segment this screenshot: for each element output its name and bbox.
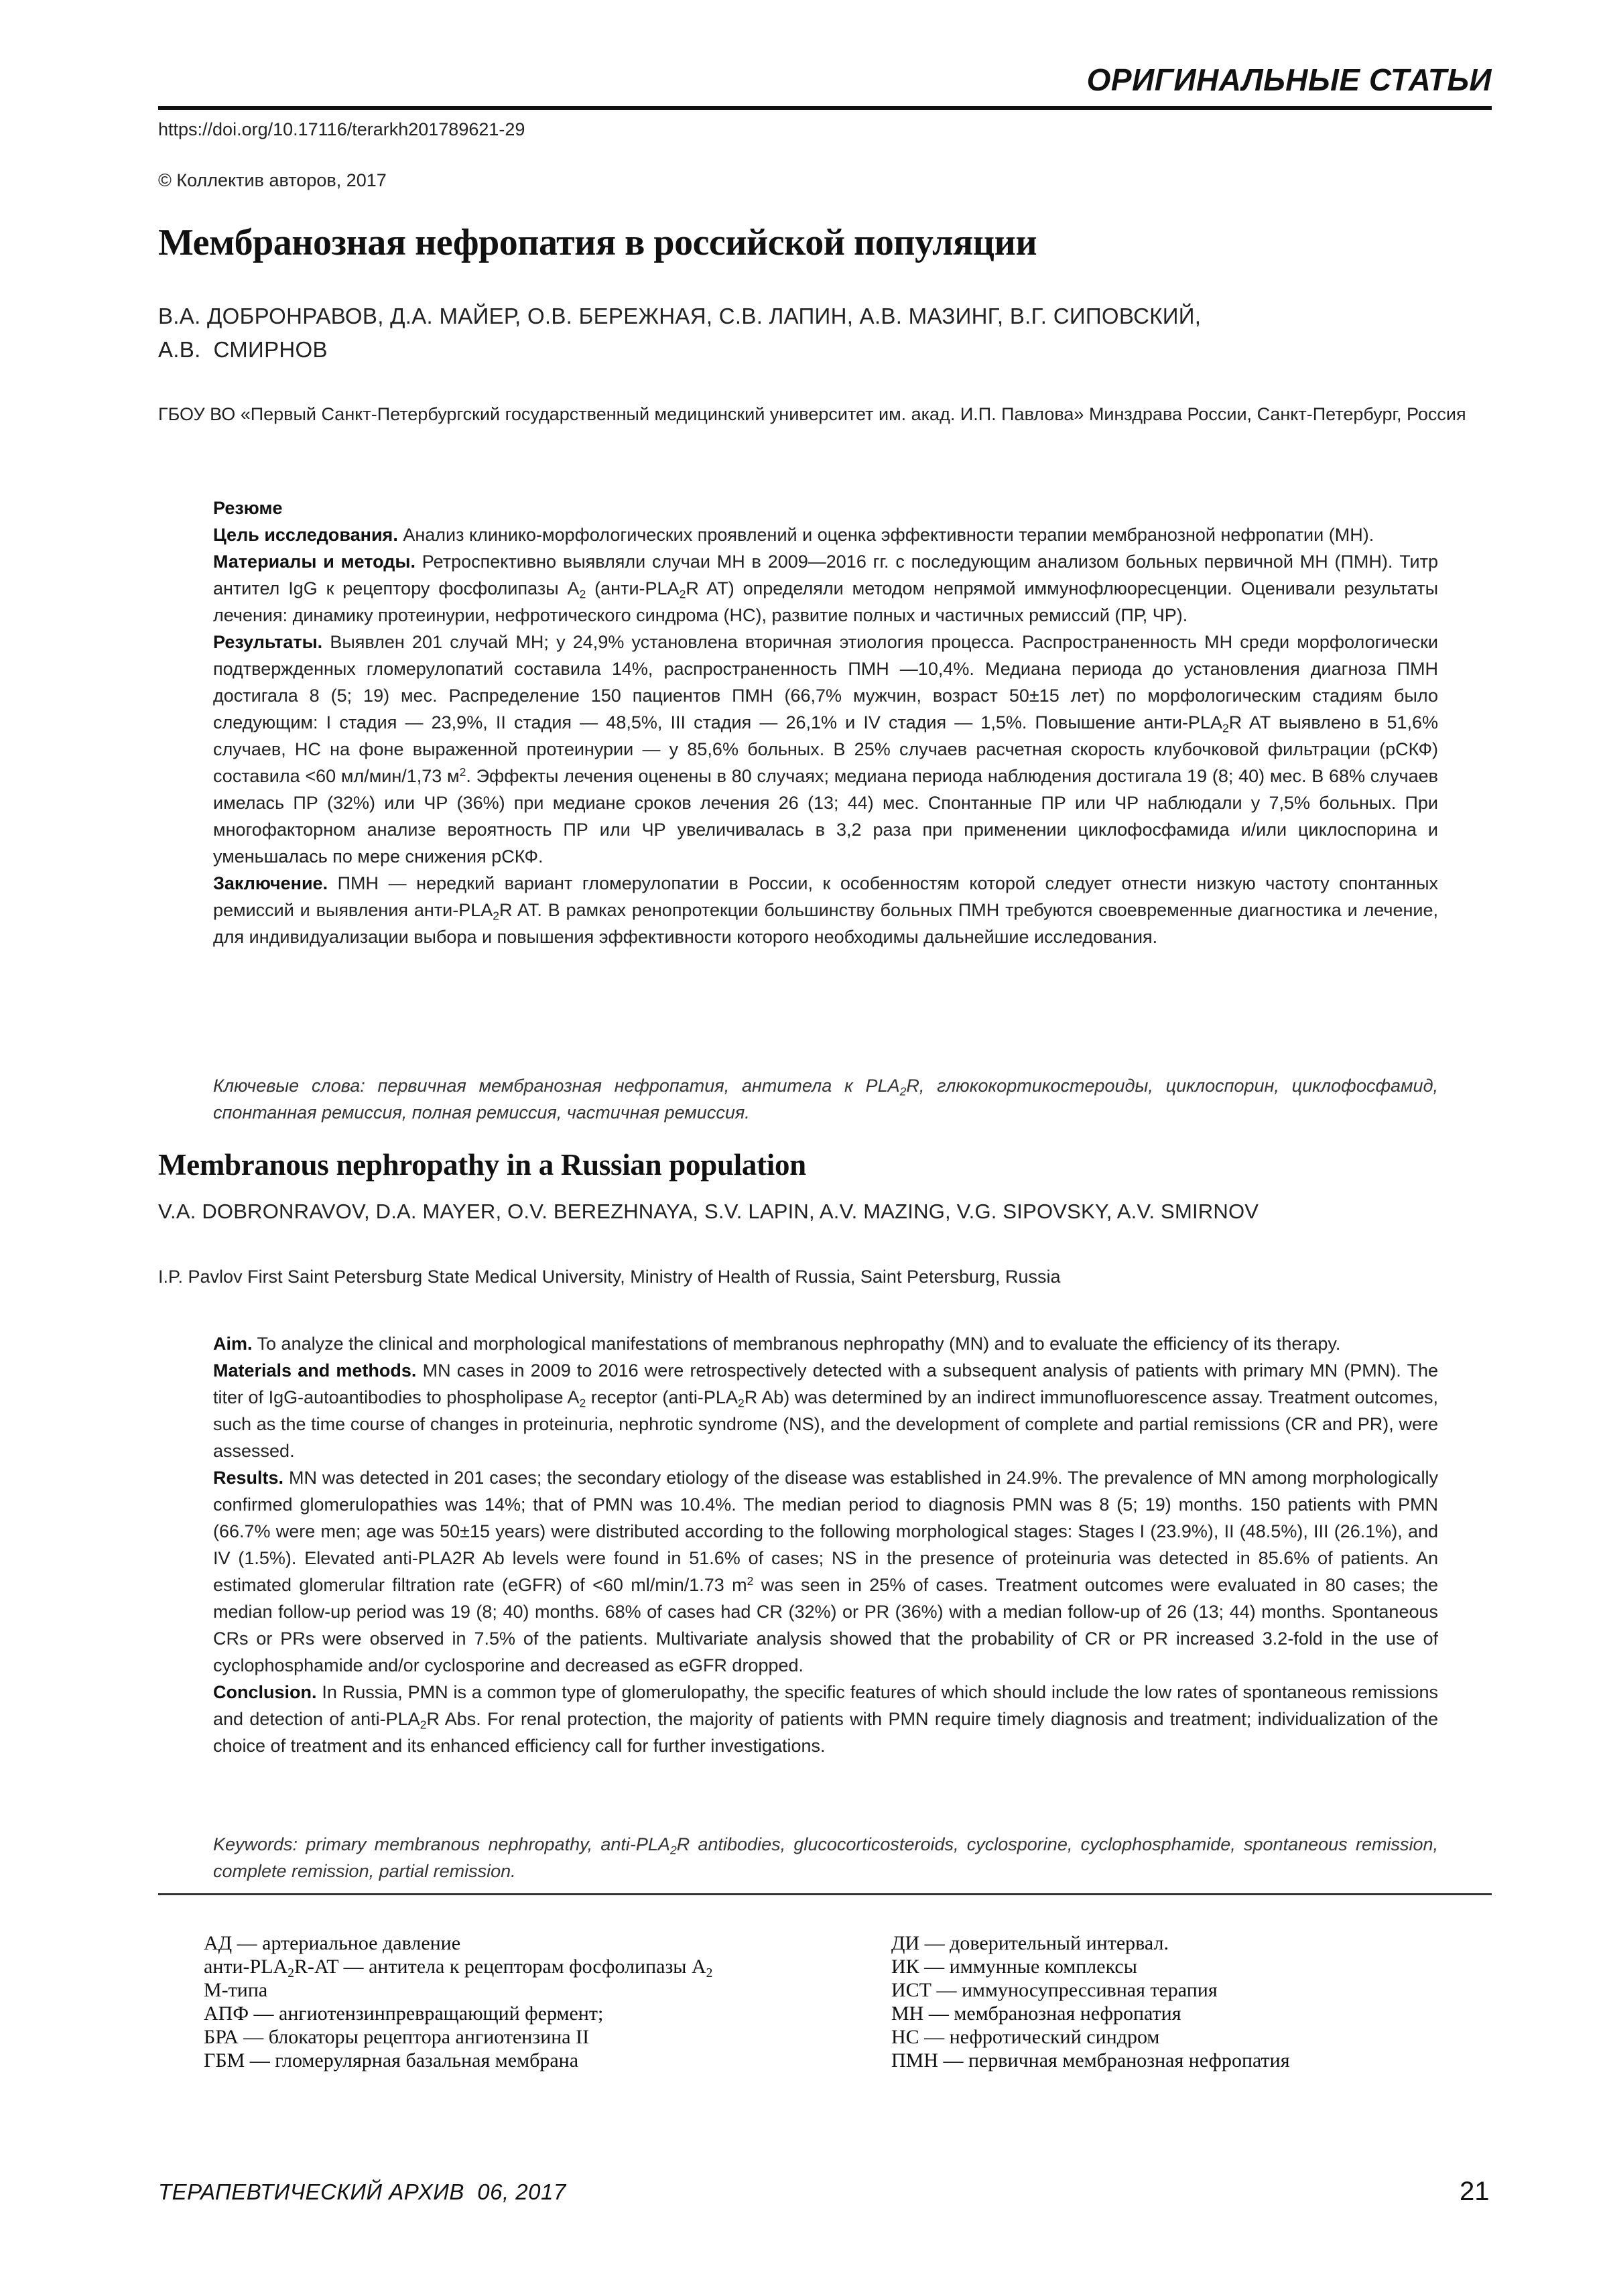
abbreviation-item: ДИ — доверительный интервал.	[891, 1932, 1169, 1954]
copyright: © Коллектив авторов, 2017	[158, 170, 387, 190]
affiliation-en: I.P. Pavlov First Saint Petersburg State Medical University, Ministry of Health of Russia, Saint Petersburg, Russia	[158, 1267, 1061, 1287]
article-title-en: Membranous nephropathy in a Russian population	[158, 1148, 806, 1182]
header-rule	[158, 106, 1492, 110]
abstract-ru-heading: Резюме	[213, 498, 283, 518]
abbreviation-item: НС — нефротический синдром	[891, 2026, 1160, 2048]
authors-ru-line2: А.В. СМИРНОВ	[158, 337, 328, 362]
abstract-en-results: Results. MN was detected in 201 cases; the secondary etiology of the disease was established in 24.9%. The prevalence of MN among morphologically confirmed glomerulopathies was 14%; that of PMN was 10.4%. The median period to diagnosis PMN was 8 (5; 19) months. 150 patients with PMN (66.7% were men; age was 50±15 years) were distributed according to the following morphological stages: Stages I (23.9%), II (48.5%), III (26.1%), and IV (1.5%). Elevated anti-PLA2R Ab levels were found in 51.6% of cases; NS in the presence of proteinuria was detected in 85.6% of patients. An estimated glomerular filtration rate (eGFR) of <60 ml/min/1.73 $m^2$ was seen in 25% of cases. Treatment outcomes were evaluated in 80 cases; the median follow-up period was 19 (8; 40) months. 68% of cases had CR (32%) or PR (36%) with a median follow-up of 26 (13; 44) months. Spontaneous CRs or PRs were observed in 7.5% of the patients. Multivariate analysis showed that the probability of CR or PR increased 3.2-fold in the use of cyclophosphamide and/or cyclosporine and decreased as eGFR dropped.	[213, 1468, 1438, 1675]
abbreviation-item: анти-$PLA_2R-AT$ — антитела к рецепторам фосфолипазы $A_2$	[204, 1956, 713, 1980]
doi-link[interactable]: https://doi.org/10.17116/terarkh201789621-29	[158, 119, 525, 139]
abstract-ru-conclusion: Заключение. ПМН — нередкий вариант гломерулопатии в России, к особенностям которой следует отнести низкую частоту спонтанных ремиссий и выявления анти-$PLA_2R$ AT. В рамках ренопротекции большинству больных ПМН требуются своевременные диагностика и лечение, для индивидуализации выбора и повышения эффективности которого необходимы дальнейшие исследования.	[213, 873, 1438, 947]
abbreviation-item: ИСТ — иммуносупрессивная терапия	[891, 1979, 1218, 2001]
abbreviation-item: ИК — иммунные комплексы	[891, 1956, 1137, 1978]
keywords-ru: Ключевые слова: первичная мембранозная нефропатия, антитела к $PLA_2R$, глюкокортикостероиды, циклоспорин, циклофосфамид, спонтанная ремиссия, полная ремиссия, частичная ремиссия.	[213, 1076, 1439, 1123]
abstract-ru-aim: Цель исследования. Анализ клинико-морфологических проявлений и оценка эффективности терапии мембранозной нефропатии (МН).	[213, 525, 1374, 545]
abbreviation-item: БРА — блокаторы рецептора ангиотензина II	[204, 2026, 590, 2048]
abbreviation-item: ПМН — первичная мембранозная нефропатия	[891, 2049, 1290, 2071]
abbreviation-item: ГБМ — гломерулярная базальная мембрана	[204, 2049, 579, 2071]
abstract-ru-results: Результаты. Выявлен 201 случай МН; у 24,9% установлена вторичная этиология процесса. Распространенность МН среди морфологически подтвержденных гломерулопатий составила 14%, распространенность ПМН —10,4%. Медиана периода до установления диагноза ПМН достигала 8 (5; 19) мес. Распределение 150 пациентов ПМН (66,7% мужчин, возраст 50±15 лет) по морфологическим стадиям было следующим: I стадия — 23,9%, II стадия — 48,5%, III стадия — 26,1% и IV стадия — 1,5%. Повышение анти-$PLA_2R$ AT выявлено в 51,6% случаев, НС на фоне выраженной протеинурии — у 85,6% больных. В 25% случаев расчетная скорость клубочковой фильтрации (рСКФ) составила <60 мл/мин/1,73 $м^2$. Эффекты лечения оценены в 80 случаях; медиана периода наблюдения достигала 19 (8; 40) мес. В 68% случаев имелась ПР (32%) или ЧР (36%) при медиане сроков лечения 26 (13; 44) мес. Спонтанные ПР или ЧР наблюдали у 7,5% больных. При многофакторном анализе вероятность ПР или ЧР увеличивалась в 3,2 раза при применении циклофосфамида и/или циклоспорина и уменьшалась по мере снижения рСКФ.	[213, 632, 1438, 867]
abstract-en-methods: Materials and methods. MN cases in 2009 to 2016 were retrospectively detected with a subsequent analysis of patients with primary MN (PMN). The titer of IgG-autoantibodies to phospholipase $A_2$ receptor ($anti-PLA_2R$ Ab) was determined by an indirect immunofluorescence assay. Treatment outcomes, such as the time course of changes in proteinuria, nephrotic syndrome (NS), and the development of complete and partial remissions (CR and PR), were assessed.	[213, 1360, 1438, 1461]
section-label: ОРИГИНАЛЬНЫЕ СТАТЬИ	[1086, 62, 1492, 97]
abbreviation-item: АД — артериальное давление	[204, 1932, 461, 1954]
abstract-ru-methods: Материалы и методы. Ретроспективно выявляли случаи МН в 2009—2016 гг. с последующим анализом больных первичной МН (ПМН). Титр антител IgG к рецептору фосфолипазы $A_2$ ($анти-PLA_2R$ AT) определяли методом непрямой иммунофлюоресценции. Оценивали результаты лечения: динамику протеинурии, нефротического синдрома (НС), развитие полных и частичных ремиссий (ПР, ЧР).	[213, 552, 1438, 625]
abstract-en-conclusion: Conclusion. In Russia, PMN is a common type of glomerulopathy, the specific features of which should include the low rates of spontaneous remissions and detection of anti-$PLA_2R$ Abs. For renal protection, the majority of patients with PMN require timely diagnosis and treatment; individualization of the choice of treatment and its enhanced efficiency call for further investigations.	[213, 1682, 1438, 1756]
abstract-ru	[213, 495, 1438, 950]
abstract-en	[213, 1330, 1438, 1759]
authors-en: V.A. DOBRONRAVOV, D.A. MAYER, O.V. BEREZHNAYA, S.V. LAPIN, A.V. MAZING, V.G. SIPOVSKY, A.V. SMIRNOV	[158, 1200, 1259, 1223]
authors-ru-line1: В.А. ДОБРОНРАВОВ, Д.А. МАЙЕР, О.В. БЕРЕЖНАЯ, С.В. ЛАПИН, А.В. МАЗИНГ, В.Г. СИПОВСКИЙ,	[158, 304, 1202, 328]
abstract-en-aim: Aim. To analyze the clinical and morphological manifestations of membranous nephropathy (MN) and to evaluate the efficiency of its therapy.	[213, 1334, 1341, 1354]
footer-journal: ТЕРАПЕВТИЧЕСКИЙ АРХИВ 06, 2017	[158, 2179, 566, 2204]
page-number: 21	[1460, 2177, 1490, 2206]
abbreviation-item: АПФ — ангиотензинпревращающий фермент;	[204, 2002, 604, 2025]
abbreviations-left	[204, 1931, 712, 2072]
keywords-en: Keywords: primary membranous nephropathy, anti-$PLA_2R$ antibodies, glucocorticosteroids, cyclosporine, cyclophosphamide, spontaneous remission, complete remission, partial remission.	[213, 1834, 1438, 1881]
article-title-ru: Мембранозная нефропатия в российской популяции	[158, 222, 1037, 263]
abbreviations-right	[891, 1931, 1290, 2072]
authors-ru	[158, 300, 1492, 367]
abbreviation-item: М-типа	[204, 1979, 268, 2001]
abbreviation-item: МН — мембранозная нефропатия	[891, 2002, 1181, 2025]
abbreviations-rule	[158, 1893, 1492, 1895]
affiliation-ru: ГБОУ ВО «Первый Санкт-Петербургский государственный медицинский университет им. акад. И.П. Павлова» Минздрава России, Санкт-Петербург, Россия	[158, 404, 1466, 424]
